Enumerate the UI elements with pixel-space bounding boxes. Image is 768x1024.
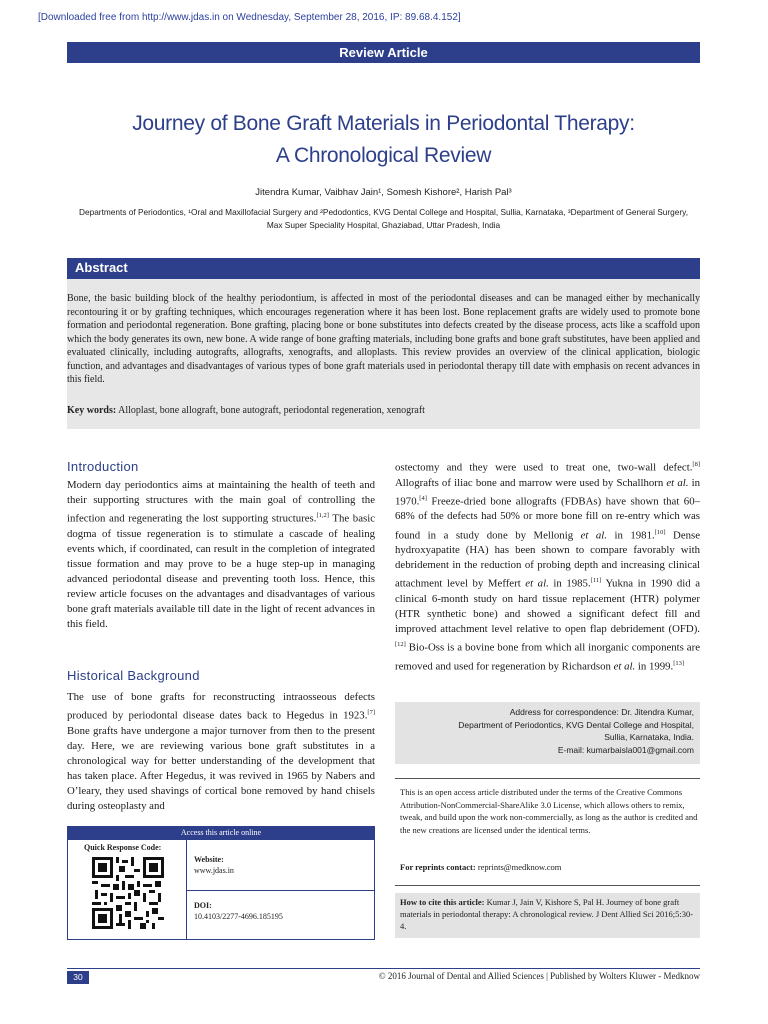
correspondence-text <box>400 706 694 756</box>
citation-label: How to cite this article: <box>400 897 485 907</box>
article-type-banner: Review Article <box>67 42 700 63</box>
doi-label: DOI: <box>194 901 212 910</box>
title-line-1: Journey of Bone Graft Materials in Periodontal Therapy: <box>132 112 635 135</box>
introduction-heading: Introduction <box>67 459 139 474</box>
rc-p1: ostectomy and they were used to treat one, two-wall defect. <box>395 461 693 474</box>
author-list: Jitendra Kumar, Vaibhav Jain¹, Somesh Kishore², Harish Pal³ <box>255 187 512 198</box>
keywords-label: Key words: <box>67 405 117 416</box>
citation-body: Kumar J, Jain V, Kishore S, Pal H. Journey of bone graft materials in periodontal therapy: A chronological review. J Dent Allied Sci 2016;5:30-4. <box>400 897 694 931</box>
hist-text-a: The use of bone grafts for reconstructing intraosseous defects produced by periodontal disease dates back to Hegedus in 1923. <box>67 691 375 722</box>
qr-code[interactable] <box>92 857 164 929</box>
open-access-notice: This is an open access article distributed under the terms of the Creative Commons Attribution-NonCommercial-ShareAlike 3.0 License, which allows others to remix, tweak, and build upon the work non-commercially, as long as the author is credited and the new creations are licensed under the identical terms. <box>400 787 698 835</box>
page-number: 30 <box>67 971 89 984</box>
qr-label: Quick Response Code: <box>84 843 162 852</box>
reprints-divider <box>395 885 700 886</box>
rc-p4: Freeze-dried bone allografts (FDBAs) have shown that 60–68% of the defects had 50% or more bone fill on re-entry which was found in a study done by Mellonig <box>395 495 700 542</box>
rc-p3: in 1970. <box>395 476 700 508</box>
rc-p8: Yukna in 1990 did a clinical 6-month study on hard tissue replacement (HTR) polymer (HTR synthetic bone) and showed a significant defect fill and improved attachment level relative to open flap debridement (OFD). <box>395 578 701 636</box>
hist-text-b: Bone grafts have undergone a major turnover from then to the present day. Here, we are reviewing various bone graft substitutes in a chronological way for better understanding of the development that has taken place. After Hegedus, it was revived in 1965 by Nabers and O’leary, they used shavings of cortical bone removed by hand chisels during osteoplasty and <box>67 724 375 813</box>
qr-code-icon <box>92 857 164 929</box>
rc-ref6: [13] <box>673 660 685 668</box>
rc-ref2: [4] <box>419 494 427 502</box>
website-link[interactable]: www.jdas.in <box>194 866 234 875</box>
rc-etal3: et al. <box>525 578 549 591</box>
affiliations <box>67 206 700 232</box>
reprints-label: For reprints contact: <box>400 862 476 872</box>
corr-email[interactable]: E-mail: kumarbaisla001@gmail.com <box>557 744 694 755</box>
rc-p7: in 1985. <box>548 578 591 591</box>
keywords <box>67 405 700 416</box>
rc-etal2: et al. <box>580 529 607 542</box>
title-line-2: A Chronological Review <box>275 144 492 167</box>
footer-copyright: © 2016 Journal of Dental and Allied Sciences | Published by Wolters Kluwer - Medknow <box>378 971 700 981</box>
citation-text <box>400 896 696 932</box>
rc-p10: in 1999. <box>635 660 674 673</box>
rc-ref3: [10] <box>654 528 666 536</box>
rc-ref1: [8] <box>692 461 700 468</box>
affiliation-line-1: Departments of Periodontics, ¹Oral and Maxillofacial Surgery and ²Pedodontics, KVG Dental College and Hospital, Sullia, Karnataka, ³Department of General Surgery, <box>78 207 689 217</box>
reprints-contact <box>400 862 700 872</box>
corr-line-3: Sullia, Karnataka, India. <box>604 732 694 742</box>
reprints-email[interactable]: reprints@medknow.com <box>477 862 562 872</box>
rc-ref4: [11] <box>590 577 602 585</box>
abstract-heading: Abstract <box>75 260 128 275</box>
website-label: Website: <box>194 855 224 864</box>
rc-p5: in 1981. <box>607 529 655 542</box>
article-title <box>67 108 700 172</box>
affiliation-line-2: Max Super Speciality Hospital, Ghaziabad, Uttar Pradesh, India <box>266 220 501 230</box>
abstract-text: Bone, the basic building block of the healthy periodontium, is affected in most of the periodontal diseases and can be managed either by mechanically recontouring it or by grafting techniques, which encourages regeneration where it has been lost. Bone replacement grafts are widely used to promote bone formation and periodontal regeneration. Bone grafting, placing bone or bone substitutes into defects created by the disease process, acts like a scaffold upon which the body generates its own, new bone. A wide range of bone grafting materials, including bone grafts and bone graft substitutes, have been applied and evaluated clinically, including autografts, allografts, xenografts, and alloplasts. This review provides an overview of the clinical application, biologic function, and advantages and disadvantages of various types of bone graft materials used in periodontal therapy till date with emphasis on recent advances in this field. <box>67 293 700 385</box>
intro-ref-a: [1,2] <box>316 512 329 520</box>
access-heading: Access this article online <box>67 826 375 840</box>
historical-heading: Historical Background <box>67 668 200 683</box>
introduction-text <box>67 478 375 633</box>
footer-rule <box>67 968 700 969</box>
download-notice: [Downloaded free from http://www.jdas.in on Wednesday, September 28, 2016, IP: 89.68.4.152] <box>38 12 461 23</box>
rc-ref5: [12] <box>395 641 406 649</box>
open-access-divider <box>395 778 700 779</box>
rc-etal4: et al. <box>613 660 636 673</box>
intro-text-b: The basic dogma of tissue regeneration is to stimulate a cascade of healing events which, if coordinated, can result in the completion of integrated tissue formation and may prove to be a huge step-up in managing advanced periodontal disease and preventing tooth loss. Hence, this review article focuses on the advantages and disadvantages of various bone graft materials available till date in the light of recent advances in this field. <box>67 512 375 631</box>
rc-etal1: et al. <box>666 476 689 489</box>
keywords-list: Alloplast, bone allograft, bone autograft, periodontal regeneration, xenograft <box>118 405 425 416</box>
historical-text <box>67 690 375 814</box>
rc-p6: Dense hydroxyapatite (HA) has been shown to compare favorably with debridement in the reduction of probing depth and increasing clinical attachment level by Meffert <box>395 529 701 591</box>
rc-p9: Bio-Oss is a bovine bone from which all inorganic components are removed and used for regeneration by Richardson <box>395 642 700 673</box>
right-column-text <box>395 457 700 675</box>
intro-text-a: Modern day periodontics aims at maintaining the health of teeth and their supporting structures with the main goal of controlling the infection and regenerating the lost supporting structures. <box>67 479 375 525</box>
abstract-header-bar <box>67 258 700 279</box>
corr-line-1: Address for correspondence: Dr. Jitendra Kumar, <box>509 707 694 717</box>
hist-ref-a: [7] <box>367 709 375 717</box>
doi-link[interactable]: 10.4103/2277-4696.185195 <box>194 912 283 921</box>
rc-p2: Allografts of iliac bone and marrow were used by Schallhorn <box>395 476 667 489</box>
access-divider-horizontal <box>186 890 375 891</box>
corr-line-2: Department of Periodontics, KVG Dental College and Hospital, <box>458 719 694 730</box>
